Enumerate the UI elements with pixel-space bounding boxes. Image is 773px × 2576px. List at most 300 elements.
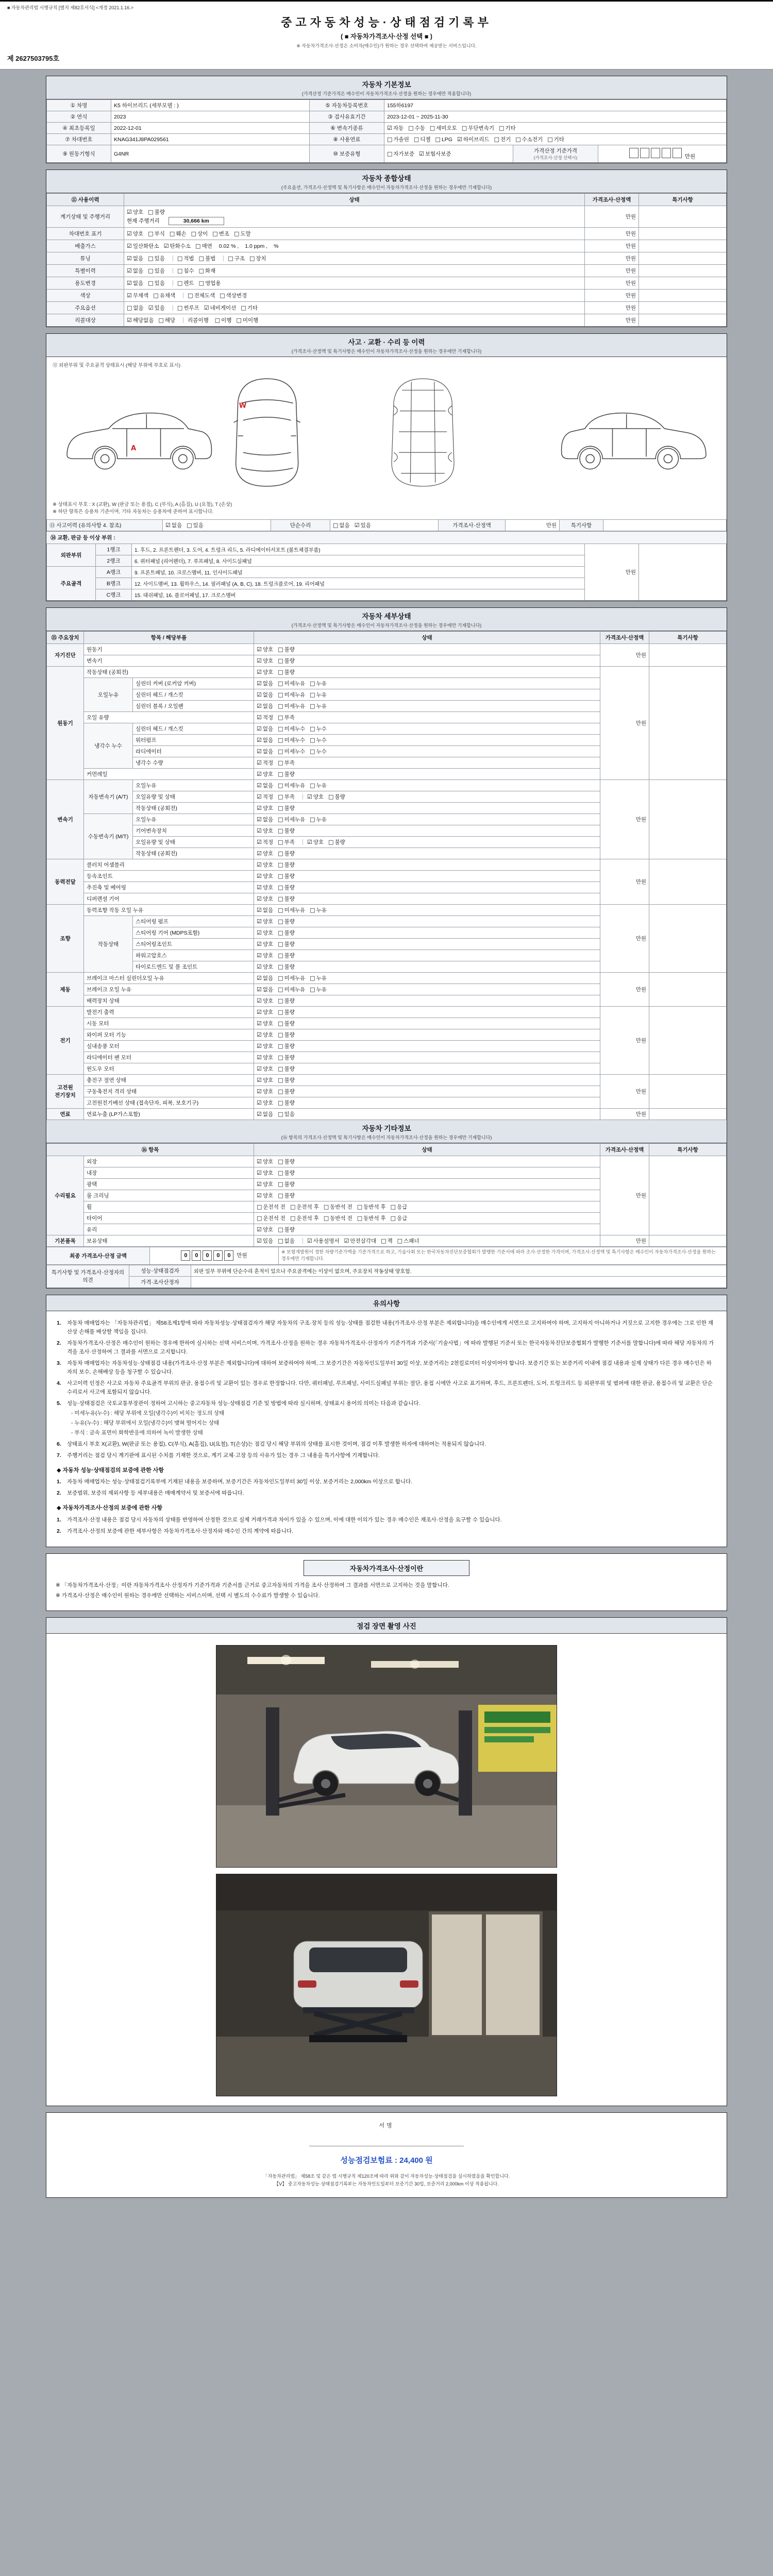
- checkbox-option[interactable]: □ 불량: [278, 1192, 295, 1199]
- document-number: 제 2627503795호: [7, 55, 60, 62]
- overall-condition-table: [46, 193, 727, 327]
- checked-box-icon: ☑: [148, 304, 154, 311]
- unchecked-box-icon: □: [310, 974, 315, 981]
- damage-code-legend: ※ 상태표시 부호 : X (교환), W (판금 또는 용접), C (부식), A (흠집), U (요철), T (손상) ※ 하단 항목은 승용차 기준이며, 기타 자동차는 승용차에 준하여 표시합니다.: [53, 502, 232, 515]
- unchecked-box-icon: □: [278, 691, 283, 698]
- unchecked-box-icon: □: [228, 255, 233, 262]
- checkbox-option[interactable]: ☑ 적정: [257, 793, 274, 800]
- checkbox-option[interactable]: □ 불량: [278, 872, 295, 879]
- checkbox-option[interactable]: □ 누수: [310, 736, 327, 743]
- accident-history-section: [46, 333, 727, 601]
- checkbox-option[interactable]: ☑ 적정: [257, 759, 274, 766]
- checkbox-option[interactable]: □ 없음: [333, 521, 350, 529]
- signature-field[interactable]: [309, 2137, 464, 2146]
- table-row: 수동변속기 (M/T) 오일누유 ☑ 없음 □ 미세누유 □ 누유: [47, 814, 727, 825]
- checkbox-option[interactable]: □ 불량: [278, 1020, 295, 1027]
- notice-item: 2. 보증범위, 보증의 제외사항 등 세부내용은 매매계약서 및 보증서에 따릅니다.: [57, 1490, 244, 1497]
- checkbox-option[interactable]: ☑ 없음: [127, 255, 144, 262]
- checkbox-option[interactable]: □ 불량: [278, 929, 295, 936]
- price-basis-text: ※ 보험개발원이 정한 차량기준가액을 기준가격으로 하고, 기술사회 또는 한국자동차진단보증협회가 발행한 기준서에 따라 조사·산정한 가격이며, 가격조사·산정액 및 특기사항은 매수인이 자동차가격조사·산정을 원하는 경우에만 기재합니다.: [279, 1247, 727, 1264]
- checkbox-option[interactable]: □ 불량: [278, 1180, 295, 1188]
- checkbox-option[interactable]: ☑ 양호: [257, 668, 274, 675]
- checkbox-option[interactable]: □ 불량: [278, 963, 295, 970]
- checkbox-option[interactable]: □ 유채색: [153, 292, 176, 299]
- unchecked-box-icon: □: [278, 736, 283, 743]
- checked-box-icon: ☑: [257, 1054, 262, 1061]
- warranty-type-label: ⑩ 보증유형: [310, 145, 384, 163]
- checked-box-icon: ☑: [257, 827, 262, 834]
- checkbox-option[interactable]: □ 운전석 전: [257, 1203, 285, 1210]
- table-row: C랭크 15. 대쉬패널, 16. 플로어패널, 17. 크로스멤버: [47, 589, 727, 600]
- checkbox-option[interactable]: □ 불량: [278, 918, 295, 925]
- table-row: 배출가스 ☑ 일산화탄소 ☑ 탄화수소 □ 매연 0.02 % , 1.0 ppm , % 만원: [47, 240, 727, 252]
- checkbox-option[interactable]: □ 불량: [278, 850, 295, 857]
- price-header: 가격조사·산정액: [439, 519, 506, 531]
- checkbox-option[interactable]: □ 불법: [198, 255, 216, 262]
- checkbox-option[interactable]: ☑ 없음: [165, 521, 182, 529]
- checkbox-option[interactable]: □ 없음: [127, 304, 144, 311]
- checkbox-option[interactable]: □ 전기: [494, 136, 511, 143]
- checkbox-option[interactable]: ☑ 일산화탄소: [127, 243, 159, 249]
- checkbox-option[interactable]: □ 부족: [278, 714, 295, 721]
- unchecked-box-icon: □: [278, 759, 283, 766]
- unchecked-box-icon: □: [257, 1214, 262, 1222]
- checkbox-option[interactable]: □ 불량: [278, 1008, 295, 1015]
- checkbox-option[interactable]: □ 훼손: [169, 230, 187, 237]
- unchecked-box-icon: □: [310, 906, 315, 913]
- unchecked-box-icon: □: [278, 1192, 283, 1199]
- unchecked-box-icon: □: [323, 1214, 329, 1222]
- checkbox-option[interactable]: □ 불량: [278, 861, 295, 868]
- checkbox-option[interactable]: ☑ 없음: [257, 736, 274, 743]
- checkbox-option[interactable]: □ 장치: [249, 255, 266, 262]
- table-row: 동력전달 클러치 어셈블리 ☑ 양호 □ 불량 만원: [47, 859, 727, 870]
- checkbox-option[interactable]: ☑ 양호: [257, 1054, 274, 1061]
- unchecked-box-icon: □: [278, 929, 283, 936]
- checkbox-option[interactable]: ☑ 양호: [257, 1158, 274, 1165]
- checkbox-option[interactable]: □ 전체도색: [188, 292, 215, 299]
- checkbox-option[interactable]: □ 스패너: [397, 1237, 419, 1244]
- checkbox-option[interactable]: ☑ 양호: [257, 770, 274, 777]
- checkbox-option[interactable]: □ LPG: [435, 136, 452, 143]
- checkbox-option[interactable]: ☑ 없음: [257, 974, 274, 981]
- checkbox-option[interactable]: □ 불량: [278, 1076, 295, 1083]
- price-digit-box: [640, 148, 649, 158]
- table-header-row: ⑪ 사용이력 상태 가격조사·산정액 특기사항: [47, 194, 727, 206]
- notice-subheader: ◆ 자동차가격조사·산정의 보증에 관한 사항: [57, 1505, 162, 1512]
- checkbox-option[interactable]: □ 부족: [278, 759, 295, 766]
- unchecked-box-icon: □: [278, 1088, 283, 1095]
- checkbox-option[interactable]: ☑ 양호: [257, 1169, 274, 1176]
- unchecked-box-icon: □: [290, 1203, 296, 1210]
- checked-box-icon: ☑: [257, 1158, 262, 1165]
- checkbox-option[interactable]: ☑ 없음: [257, 680, 274, 687]
- checkbox-option[interactable]: □ 썬루프: [177, 304, 199, 311]
- checkbox-option[interactable]: ☑ 없음: [257, 725, 274, 732]
- checkbox-option[interactable]: □ 불량: [278, 1169, 295, 1176]
- checked-box-icon: ☑: [257, 974, 262, 981]
- checked-box-icon: ☑: [257, 646, 262, 653]
- table-row: 작동상태 스티어링 펌프 ☑ 양호 □ 불량: [47, 916, 727, 927]
- checkbox-option[interactable]: ☑ 양호: [257, 657, 274, 664]
- unchecked-box-icon: □: [290, 1214, 296, 1222]
- table-row: 오일유량 및 상태 ☑ 적정 □ 부족 ☑ 양호 □ 불량: [47, 791, 727, 802]
- inspection-photo-lift-rear: [216, 1874, 557, 2096]
- checked-box-icon: ☑: [307, 793, 312, 800]
- checkbox-option[interactable]: ☑ 양호: [257, 1226, 274, 1233]
- checkbox-option[interactable]: □ 잭: [381, 1237, 393, 1244]
- checkbox-option[interactable]: □ 미이행: [236, 317, 259, 324]
- checkbox-option[interactable]: □ 불량: [328, 838, 345, 845]
- checked-box-icon: ☑: [257, 748, 262, 755]
- table-row: 오일 유량 ☑ 적정 □ 부족: [47, 711, 727, 723]
- unchecked-box-icon: □: [310, 702, 315, 709]
- signature-body: [46, 2113, 727, 2198]
- checkbox-option[interactable]: □ 불량: [278, 1065, 295, 1072]
- unchecked-box-icon: □: [310, 725, 315, 732]
- table-row: 용도변경 ☑ 없음 □ 있음 □ 렌트 □ 영업용 만원: [47, 277, 727, 290]
- checked-box-icon: ☑: [257, 838, 262, 845]
- checkbox-option[interactable]: □ 불량: [278, 1226, 295, 1233]
- checked-box-icon: ☑: [204, 304, 209, 311]
- checkbox-option[interactable]: □ 동반석 후: [357, 1214, 386, 1222]
- checkbox-option[interactable]: □ 불량: [278, 952, 295, 959]
- table-row: 주요골격 A랭크 9. 프론트패널, 10. 크로스멤버, 11. 인사이드패널: [47, 566, 727, 578]
- basic-info-section: [46, 76, 727, 163]
- checked-box-icon: ☑: [257, 759, 262, 766]
- checkbox-option[interactable]: ☑ 양호: [257, 952, 274, 959]
- damage-mark-w: W: [239, 402, 247, 410]
- unchecked-box-icon: □: [148, 209, 154, 215]
- checkbox-option[interactable]: □ 누유: [310, 691, 327, 698]
- checkbox-option[interactable]: ☑ 양호: [257, 1099, 274, 1106]
- checkbox-option[interactable]: □ 불량: [278, 1099, 295, 1106]
- checkbox-option[interactable]: □ 기타: [241, 304, 258, 311]
- checkbox-option[interactable]: ☑ 양호: [257, 997, 274, 1004]
- checkbox-option[interactable]: □ 미세누유: [278, 691, 306, 698]
- checked-box-icon: ☑: [127, 292, 132, 299]
- unchecked-box-icon: □: [278, 963, 283, 970]
- checkbox-option[interactable]: □ 불량: [278, 1031, 295, 1038]
- checkbox-option[interactable]: □ 미세누유: [278, 702, 306, 709]
- checkbox-option[interactable]: ☑ 무채색: [127, 292, 149, 299]
- price-digit-box: [673, 148, 682, 158]
- checkbox-option[interactable]: □ 누유: [310, 906, 327, 913]
- checkbox-option[interactable]: □ 디젤: [413, 136, 431, 143]
- checkbox-option[interactable]: □ 동반석 전: [323, 1214, 352, 1222]
- checked-box-icon: ☑: [257, 1088, 262, 1095]
- checkbox-option[interactable]: □ 응급: [390, 1214, 408, 1222]
- checkbox-option[interactable]: □ 미세누유: [278, 974, 306, 981]
- checkbox-option[interactable]: ☑ 양호: [257, 1192, 274, 1199]
- checkbox-option[interactable]: □ 동반석 후: [357, 1203, 386, 1210]
- checkbox-option[interactable]: □ 수동: [408, 125, 425, 131]
- unchecked-box-icon: □: [413, 136, 419, 143]
- table-row: 스티어링 기어 (MDPS포함) ☑ 양호 □ 불량: [47, 927, 727, 938]
- checkbox-option[interactable]: □ 누유: [310, 702, 327, 709]
- signature-label: 서명: [379, 2122, 394, 2129]
- simple-repair-options: [330, 519, 439, 531]
- checkbox-option[interactable]: □ 있음: [278, 1110, 295, 1117]
- checkbox-option[interactable]: ☑ 없음: [257, 691, 274, 698]
- checkbox-option[interactable]: □ 침수: [177, 267, 194, 274]
- checkbox-option[interactable]: □ 영업용: [198, 280, 221, 286]
- checkbox-option[interactable]: ☑ 안전삼각대: [344, 1237, 377, 1244]
- unchecked-box-icon: □: [278, 1031, 283, 1038]
- checkbox-option[interactable]: □ 운전석 전: [257, 1214, 285, 1222]
- checkbox-option[interactable]: □ 무단변속기: [461, 125, 494, 131]
- table-row: 라디에이터 ☑ 없음 □ 미세누수 □ 누수: [47, 745, 727, 757]
- checkbox-option[interactable]: □ 누유: [310, 986, 327, 993]
- checkbox-option[interactable]: □ 구조: [228, 255, 245, 262]
- table-row: [47, 134, 727, 145]
- checked-box-icon: ☑: [257, 1065, 262, 1072]
- checkbox-option[interactable]: ☑ 양호: [257, 1042, 274, 1049]
- checkbox-option[interactable]: ☑ 양호: [257, 1031, 274, 1038]
- checkbox-option[interactable]: □ 불량: [278, 770, 295, 777]
- checkbox-option[interactable]: □ 매연: [195, 243, 212, 249]
- checkbox-option[interactable]: ☑ 사용설명서: [307, 1237, 340, 1244]
- damage-mark-a: A: [131, 445, 137, 453]
- unchecked-box-icon: □: [148, 230, 154, 237]
- checkbox-option[interactable]: ☑ 없음: [257, 782, 274, 789]
- checkbox-option[interactable]: ☑ 양호: [307, 838, 324, 845]
- checkbox-option[interactable]: □ 수소전기: [515, 136, 543, 143]
- checkbox-option[interactable]: □ 누유: [310, 680, 327, 687]
- unchecked-box-icon: □: [278, 657, 283, 664]
- checkbox-option[interactable]: □ 운전석 후: [290, 1214, 319, 1222]
- checkbox-option[interactable]: □ 운전석 후: [290, 1203, 319, 1210]
- table-row: 색상 ☑ 무채색 □ 유채색 □ 전체도색 □ 색상변경 만원: [47, 290, 727, 302]
- checkbox-option[interactable]: ☑ 양호: [257, 1076, 274, 1083]
- vin-value: KNAG341J8PA029561: [111, 134, 310, 145]
- checkbox-option[interactable]: □ 기타: [498, 125, 516, 131]
- checkbox-option[interactable]: ☑ 없음: [257, 816, 274, 823]
- checkbox-option[interactable]: □ 불량: [278, 657, 295, 664]
- signature-section: [46, 2112, 727, 2198]
- checkbox-option[interactable]: □ 가솔린: [387, 136, 409, 143]
- checkbox-option[interactable]: □ 적법: [177, 255, 194, 262]
- table-row: 연료 연료누출 (LP가스포함) ☑ 없음 □ 있음 만원: [47, 1108, 727, 1120]
- checkbox-option[interactable]: ☑ 있음: [354, 521, 371, 529]
- checkbox-option[interactable]: ☑ 양호: [257, 1065, 274, 1072]
- checkbox-option[interactable]: □ 있음: [187, 521, 204, 529]
- footer-note-2: 【Ⅴ】 중고자동차성능·상태점검기록부는 자동차인도일부터 보증기간 30일, 보증거리 2,000km 이상 적용됩니다.: [274, 2181, 499, 2187]
- checkbox-option[interactable]: ☑ 양호: [127, 230, 144, 237]
- checkbox-option[interactable]: ☑ 자동: [387, 125, 404, 131]
- checkbox-option[interactable]: ☑ 양호: [257, 1088, 274, 1095]
- checked-box-icon: ☑: [127, 230, 132, 237]
- checked-box-icon: ☑: [257, 714, 262, 721]
- model-year-value: 2023: [111, 111, 310, 123]
- engine-type-value: G4NR: [111, 145, 310, 163]
- checkbox-option[interactable]: ☑ 해당없음: [127, 317, 154, 324]
- fuel-label: ⑧ 사용연료: [310, 134, 384, 145]
- unchecked-box-icon: □: [177, 267, 183, 274]
- table-row: 계기상태 및 주행거리 ☑ 양호 □ 불량 현재 주행거리 30,666 km 만원: [47, 206, 727, 228]
- checkbox-option[interactable]: □ 도말: [233, 230, 251, 237]
- checkbox-option[interactable]: ☑ 양호: [257, 804, 274, 811]
- unchecked-box-icon: □: [278, 1180, 283, 1188]
- notice-item: 1. 자동차 매매업자는 「자동차관리법」 제58조제1항에 따라 자동차성능·상태점검자가 해당 자동차의 구조·장치 등의 성능·상태를 점검한 내용(가격조사·산정 부분은 제외합니다)을 매수인에게 서면으로 고지하여야 하며, 고지하지 아니하거나 거짓으로 고지한 경우에는 그로 인한 재산상 손해를 배상할 책임을 집니다.: [57, 1319, 713, 1335]
- checked-box-icon: ☑: [257, 736, 262, 743]
- checkbox-option[interactable]: ☑ 없음: [257, 986, 274, 993]
- checkbox-option[interactable]: □ 미세누수: [278, 725, 306, 732]
- checkbox-option[interactable]: □ 불량: [278, 997, 295, 1004]
- checkbox-option[interactable]: ☑ 양호: [257, 1020, 274, 1027]
- checkbox-option[interactable]: □ 미세누유: [278, 986, 306, 993]
- checkbox-option[interactable]: ☑ 없음: [257, 748, 274, 755]
- table-row: 자기진단 원동기 ☑ 양호 □ 불량 만원: [47, 643, 727, 655]
- checkbox-option[interactable]: □ 있음: [148, 280, 165, 286]
- doc-header: [0, 0, 773, 70]
- checkbox-option[interactable]: □ 자가보증: [387, 150, 414, 157]
- checkbox-option[interactable]: □ 누유: [310, 816, 327, 823]
- checkbox-option[interactable]: □ 동반석 전: [323, 1203, 352, 1210]
- unchecked-box-icon: □: [310, 691, 315, 698]
- checkbox-option[interactable]: □ 불량: [278, 827, 295, 834]
- checkbox-option[interactable]: □ 기타: [547, 136, 564, 143]
- checkbox-option[interactable]: □ 부족: [278, 793, 295, 800]
- checked-box-icon: ☑: [257, 940, 262, 947]
- checkbox-option[interactable]: ☑ 하이브리드: [457, 136, 490, 143]
- checked-box-icon: ☑: [257, 1110, 262, 1117]
- definition-lines: [56, 1581, 717, 1600]
- checkbox-option[interactable]: □ 이행: [214, 317, 232, 324]
- checkbox-option[interactable]: ☑ 양호: [257, 850, 274, 857]
- checkbox-option[interactable]: □ 있음: [148, 267, 165, 274]
- page-subtitle-note: ※ 자동차가격조사·산정은 소비자(매수인)가 원하는 경우 선택하여 제공받는 서비스입니다.: [296, 43, 477, 48]
- table-row: 등속조인트 ☑ 양호 □ 불량: [47, 870, 727, 882]
- inspector-role: 성능·상태점검자: [129, 1265, 191, 1276]
- inspection-premium: 성능점검보험료 : 24,400 원: [340, 2156, 433, 2165]
- checkbox-option[interactable]: ☑ 없음: [127, 267, 144, 274]
- checkbox-option[interactable]: ☑ 없음: [257, 906, 274, 913]
- checkbox-option[interactable]: □ 화재: [198, 267, 216, 274]
- unchecked-box-icon: □: [498, 125, 505, 131]
- checkbox-option[interactable]: □ 미세누수: [278, 748, 306, 755]
- unchecked-box-icon: □: [278, 1076, 283, 1083]
- checkbox-option[interactable]: ☑ 양호: [307, 793, 324, 800]
- checkbox-option[interactable]: □ 색상변경: [220, 292, 247, 299]
- checkbox-option[interactable]: □ 누유: [310, 782, 327, 789]
- unchecked-box-icon: □: [236, 317, 242, 324]
- table-row: 휠 □ 운전석 전 □ 운전석 후 □ 동반석 전 □ 동반석 후 □ 응급: [47, 1201, 727, 1212]
- checkbox-option[interactable]: ☑ 네비게이션: [204, 304, 237, 311]
- checkbox-option[interactable]: □ 렌트: [177, 280, 194, 286]
- checkbox-option[interactable]: ☑ 양호: [257, 884, 274, 891]
- checkbox-option[interactable]: □ 불량: [278, 804, 295, 811]
- inspection-photo-lift-front: [216, 1645, 557, 1868]
- checkbox-option[interactable]: □ 응급: [390, 1203, 408, 1210]
- checkbox-option[interactable]: □ 불량: [278, 1158, 295, 1165]
- checkbox-option[interactable]: □ 누수: [310, 725, 327, 732]
- checkbox-option[interactable]: ☑ 양호: [257, 895, 274, 902]
- notice-item: 6. 상태표시 부호 X(교환), W(판금 또는 용접), C(부식), A(흠집), U(요철), T(손상)는 점검 당시 해당 부위의 상태를 표시한 것이며, 점검 이후 발생한 하자에 대하여는 적용되지 않습니다.: [57, 1440, 486, 1447]
- checkbox-option[interactable]: ☑ 양호: [127, 209, 144, 215]
- checkbox-option[interactable]: □ 미세누유: [278, 906, 306, 913]
- checkbox-option[interactable]: ☑ 양호: [257, 872, 274, 879]
- definition-line: ※ 가격조사·산정은 매수인이 원하는 경우에만 선택하는 서비스이며, 선택 시 별도의 수수료가 발생할 수 있습니다.: [56, 1592, 320, 1599]
- checkbox-option[interactable]: □ 상이: [191, 230, 208, 237]
- checkbox-option[interactable]: □ 있음: [148, 255, 165, 262]
- checkbox-option[interactable]: □ 미세누수: [278, 736, 306, 743]
- table-row: B랭크 12. 사이드멤버, 13. 휠하우스, 14. 필러패널 (A, B, C), 18. 트렁크플로어, 19. 리어패널: [47, 578, 727, 589]
- checkbox-option[interactable]: □ 누수: [310, 748, 327, 755]
- checkbox-option[interactable]: □ 부식: [148, 230, 165, 237]
- checkbox-option[interactable]: □ 불량: [278, 668, 295, 675]
- checkbox-option[interactable]: ☑ 양호: [257, 1008, 274, 1015]
- unchecked-box-icon: □: [188, 292, 193, 299]
- car-diagram-svg: [52, 369, 721, 499]
- checkbox-option[interactable]: ☑ 탄화수소: [163, 243, 191, 249]
- checkbox-option[interactable]: ☑ 없음: [257, 702, 274, 709]
- checkbox-option[interactable]: ☑ 없음: [257, 1110, 274, 1117]
- checkbox-option[interactable]: □ 미세누유: [278, 816, 306, 823]
- table-row: 고전원전기배선 상태 (접속단자, 피복, 보호기구) ☑ 양호 □ 불량: [47, 1097, 727, 1108]
- engine-type-label: ⑨ 원동기형식: [47, 145, 111, 163]
- unchecked-box-icon: □: [249, 255, 255, 262]
- checkbox-option[interactable]: ☑ 양호: [257, 940, 274, 947]
- price-digit-box: [629, 148, 638, 158]
- checkbox-option[interactable]: □ 불량: [278, 646, 295, 653]
- unchecked-box-icon: □: [278, 714, 283, 721]
- checkbox-option[interactable]: ☑ 양호: [257, 827, 274, 834]
- checkbox-option[interactable]: □ 불량: [278, 1088, 295, 1095]
- checkbox-option[interactable]: ☑ 양호: [257, 963, 274, 970]
- checkbox-option[interactable]: □ 누유: [310, 974, 327, 981]
- checkbox-option[interactable]: □ 불량: [328, 793, 345, 800]
- checked-box-icon: ☑: [163, 243, 169, 249]
- checkbox-option[interactable]: ☑ 없음: [127, 280, 144, 286]
- checkbox-option[interactable]: □ 불량: [278, 1054, 295, 1061]
- table-row: [47, 1276, 727, 1287]
- checkbox-option[interactable]: ☑ 있음: [257, 1237, 274, 1244]
- checkbox-option[interactable]: □ 불량: [278, 884, 295, 891]
- unchecked-box-icon: □: [429, 125, 435, 131]
- checkbox-option[interactable]: ☑ 있음: [148, 304, 165, 311]
- checkbox-option[interactable]: □ 불량: [278, 895, 295, 902]
- accident-history-options: [163, 519, 271, 531]
- checkbox-option[interactable]: □ 불량: [148, 209, 165, 215]
- checkbox-option[interactable]: ☑ 양호: [257, 918, 274, 925]
- checkbox-option[interactable]: ☑ 적정: [257, 714, 274, 721]
- unchecked-box-icon: □: [278, 1169, 283, 1176]
- checkbox-option[interactable]: ☑ 보험사보증: [418, 150, 451, 157]
- checkbox-option[interactable]: □ 해당: [158, 317, 176, 324]
- table-row: 주요옵션 □ 없음 ☑ 있음 □ 썬루프 ☑ 네비게이션 □ 기타 만원: [47, 302, 727, 314]
- checkbox-option[interactable]: □ 부족: [278, 838, 295, 845]
- checkbox-option[interactable]: ☑ 양호: [257, 646, 274, 653]
- unchecked-box-icon: □: [177, 280, 183, 286]
- checkbox-option[interactable]: □ 불량: [278, 1042, 295, 1049]
- checked-box-icon: ☑: [257, 1180, 262, 1188]
- checkbox-option[interactable]: ☑ 양호: [257, 1180, 274, 1188]
- checkbox-option[interactable]: □ 불량: [278, 940, 295, 947]
- price-cell: 만원: [506, 519, 560, 531]
- checkbox-option[interactable]: □ 미세누유: [278, 680, 306, 687]
- unchecked-box-icon: □: [278, 974, 283, 981]
- checked-box-icon: ☑: [257, 952, 262, 959]
- checkbox-option[interactable]: ☑ 양호: [257, 861, 274, 868]
- checkbox-option[interactable]: □ 미세누유: [278, 782, 306, 789]
- checkbox-option[interactable]: □ 변조: [212, 230, 229, 237]
- checkbox-option[interactable]: ☑ 적정: [257, 838, 274, 845]
- checkbox-option[interactable]: □ 없음: [278, 1237, 295, 1244]
- checkbox-option[interactable]: □ 세미오토: [429, 125, 457, 131]
- table-row: 실린더 블록 / 오일팬 ☑ 없음 □ 미세누유 □ 누유: [47, 700, 727, 711]
- checkbox-option[interactable]: ☑ 양호: [257, 929, 274, 936]
